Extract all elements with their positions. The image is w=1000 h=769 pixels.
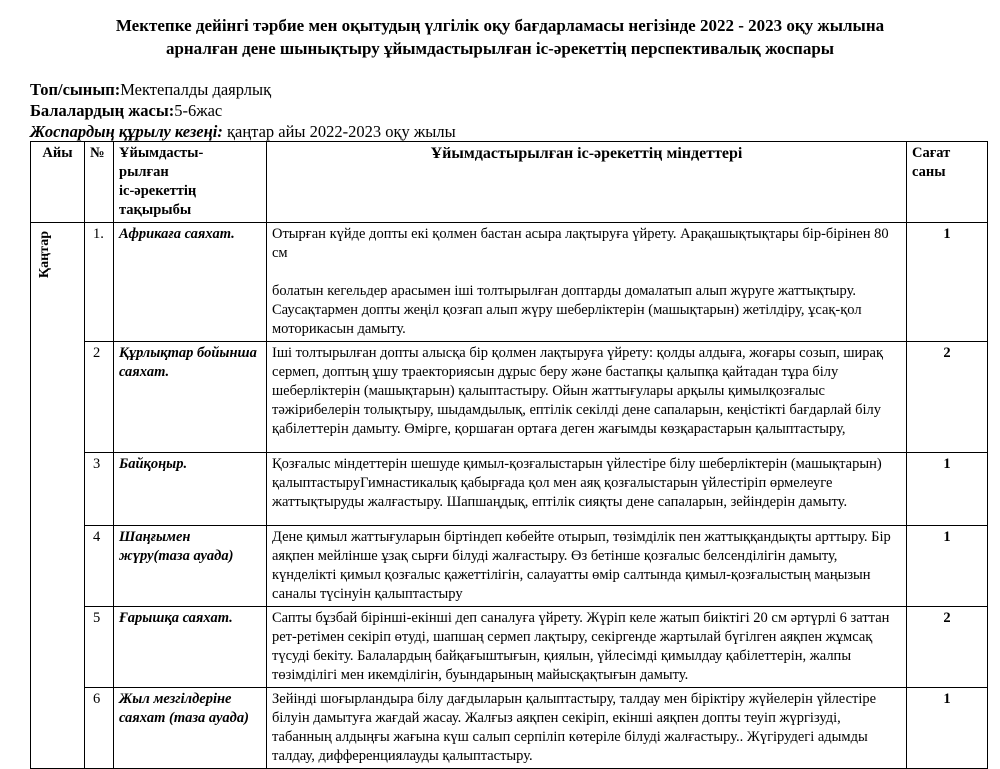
row-topic: Африкаға саяхат. bbox=[114, 223, 267, 342]
row-number: 5 bbox=[85, 607, 114, 688]
stage-value: қаңтар айы 2022-2023 оқу жылы bbox=[222, 122, 456, 141]
row-hours: 1 bbox=[907, 526, 988, 607]
row-hours: 2 bbox=[907, 607, 988, 688]
row-hours: 2 bbox=[907, 342, 988, 453]
row-tasks-part-1: Отырған күйде допты екі қолмен бастан асыра лақтыруға үйрету. Арақашықтықтары бір-бірінен 80 см bbox=[272, 226, 889, 261]
row-number: 6 bbox=[85, 688, 114, 769]
row-hours: 1 bbox=[907, 223, 988, 342]
age-line bbox=[30, 101, 222, 121]
table-row bbox=[31, 453, 988, 526]
row-tasks: Зейінді шоғырландыра білу дағдыларын қалыптастыру, талдау мен біріктіру жүйелерін үйлестіре білуін дамытуға жағдай жасау. Жалғыз аяқпен секіріп, екінші аяқпен допты теуіп жүргізуді, табанның алдыңғы жағына күш салып серпіліп көтеріле білуді жалғастыру.. Жүгірудегі адымды талдау, дифференциялауды қалыптастыру. bbox=[267, 688, 907, 769]
age-value: 5-6жас bbox=[174, 101, 223, 120]
header-month: Айы bbox=[31, 142, 85, 223]
table-header-row bbox=[31, 142, 988, 223]
table-row bbox=[31, 342, 988, 453]
row-tasks: Іші толтырылған допты алысқа бір қолмен лақтыруға үйрету: қолды алдыға, жоғары созып, ширақ сермеп, доптың ұшу траекториясын дұрыс беру және бастапқы қалыпқа қайтадан тұра білу шеберліктерін (машықтарын) қалыптастыру. Ойын жаттығулары арқылы қимылқозғалыс тәжірибелерін толықтыру, шыдамдылық, ептілік секілді дене сапаларын, кеңістікті бағдарлай білу қабілеттерін дамыту. Өмірге, қоршаған ортаға деген жағымды көзқарастарын қалыптастыру, bbox=[267, 342, 907, 453]
row-tasks-part-2: болатын кегельдер арасымен іші толтырылған доптарды домалатып алып жүруге жаттықтыру. Саусақтармен допты жеңіл қозғап алып жүру шеберліктерін (машықтарын) жетілдіру, ұсақ-қол моторикасын дамыту. bbox=[272, 283, 862, 337]
row-hours: 1 bbox=[907, 688, 988, 769]
header-number: № bbox=[85, 142, 114, 223]
group-line bbox=[30, 80, 271, 100]
group-value: Мектепалды даярлық bbox=[120, 80, 272, 99]
header-tasks: Ұйымдастырылған іс-әрекеттің міндеттері bbox=[267, 142, 907, 223]
row-tasks bbox=[267, 223, 907, 342]
header-topic bbox=[114, 142, 267, 223]
row-tasks: Қозғалыс міндеттерін шешуде қимыл-қозғалыстарын үйлестіре білу шеберліктерін (машықтарын) қалыптастыруГимнастикалық қабырғада қол мен аяқ қозғалыстарын үйлестіріп өрмелеуге жаттықтыруды жалғастыру. Шапшаңдық, ептілік сияқты дене сапаларын, зейіндерін дамыту. bbox=[267, 453, 907, 526]
title-line-2: арналған дене шынықтыру ұйымдастырылған іс-әрекеттің перспективалық жоспары bbox=[165, 39, 835, 58]
row-hours: 1 bbox=[907, 453, 988, 526]
row-number: 2 bbox=[85, 342, 114, 453]
row-tasks: Дене қимыл жаттығуларын біртіндеп көбейте отырып, төзімділік пен жаттыққандықты арттыру. Бір аяқпен мейлінше ұзақ сырғи білуді жалғастыру. Өз бетінше қозғалыс белсенділігін дамыту, күнделікті қимыл қозғалыс қажеттілігін, салауатты өмір салтында қимыл-қозғалыстың маңызын саналы түсінуін қалыптастыру bbox=[267, 526, 907, 607]
row-number: 4 bbox=[85, 526, 114, 607]
stage-line bbox=[30, 122, 456, 142]
table-row bbox=[31, 526, 988, 607]
header-hours-line-1: Сағат bbox=[912, 145, 951, 161]
row-topic: Шаңғымен жүру(таза ауада) bbox=[114, 526, 267, 607]
stage-label: Жоспардың құрылу кезеңі: bbox=[30, 122, 223, 141]
header-topic-line-3: іс-әрекеттің bbox=[119, 183, 197, 199]
row-topic: Байқоңыр. bbox=[114, 453, 267, 526]
table-row bbox=[31, 688, 988, 769]
age-label: Балалардың жасы: bbox=[30, 101, 175, 120]
month-cell bbox=[31, 223, 85, 769]
row-topic: Құрлықтар бойынша саяхат. bbox=[114, 342, 267, 453]
group-label: Топ/сынып: bbox=[30, 80, 121, 99]
header-hours-line-2: саны bbox=[912, 164, 946, 180]
row-number: 1. bbox=[85, 223, 114, 342]
row-tasks: Сапты бұзбай бірінші-екінші деп саналуға үйрету. Жүріп келе жатып биіктігі 20 см әртүрлі 6 заттан рет-ретімен секіріп өтуді, шапшаң сермеп лақтыру, секіргенде жартылай бүгілген аяқпен жұмсақ түсуді бекіту. Балалардың байқағыштығын, қиялын, үйлесімді қимылдау қабілеттерін, жалпы төзімділігі мен икемділігін, буындарының майысқақтығын дамыту. bbox=[267, 607, 907, 688]
header-topic-line-4: тақырыбы bbox=[119, 202, 192, 218]
title-line-1: Мектепке дейінгі тәрбие мен оқытудың үлгілік оқу бағдарламасы негізінде 2022 - 2023 оқу жылына bbox=[115, 16, 885, 35]
table-row bbox=[31, 607, 988, 688]
row-topic: Ғарышқа саяхат. bbox=[114, 607, 267, 688]
document-title bbox=[0, 14, 1000, 60]
header-topic-line-1: Ұйымдасты- bbox=[119, 145, 204, 161]
row-number: 3 bbox=[85, 453, 114, 526]
plan-table bbox=[30, 141, 988, 769]
header-hours bbox=[907, 142, 988, 223]
month-label: Қаңтар bbox=[37, 231, 52, 279]
row-topic: Жыл мезгілдеріне саяхат (таза ауада) bbox=[114, 688, 267, 769]
table-row bbox=[31, 223, 988, 342]
header-topic-line-2: рылған bbox=[119, 164, 169, 180]
